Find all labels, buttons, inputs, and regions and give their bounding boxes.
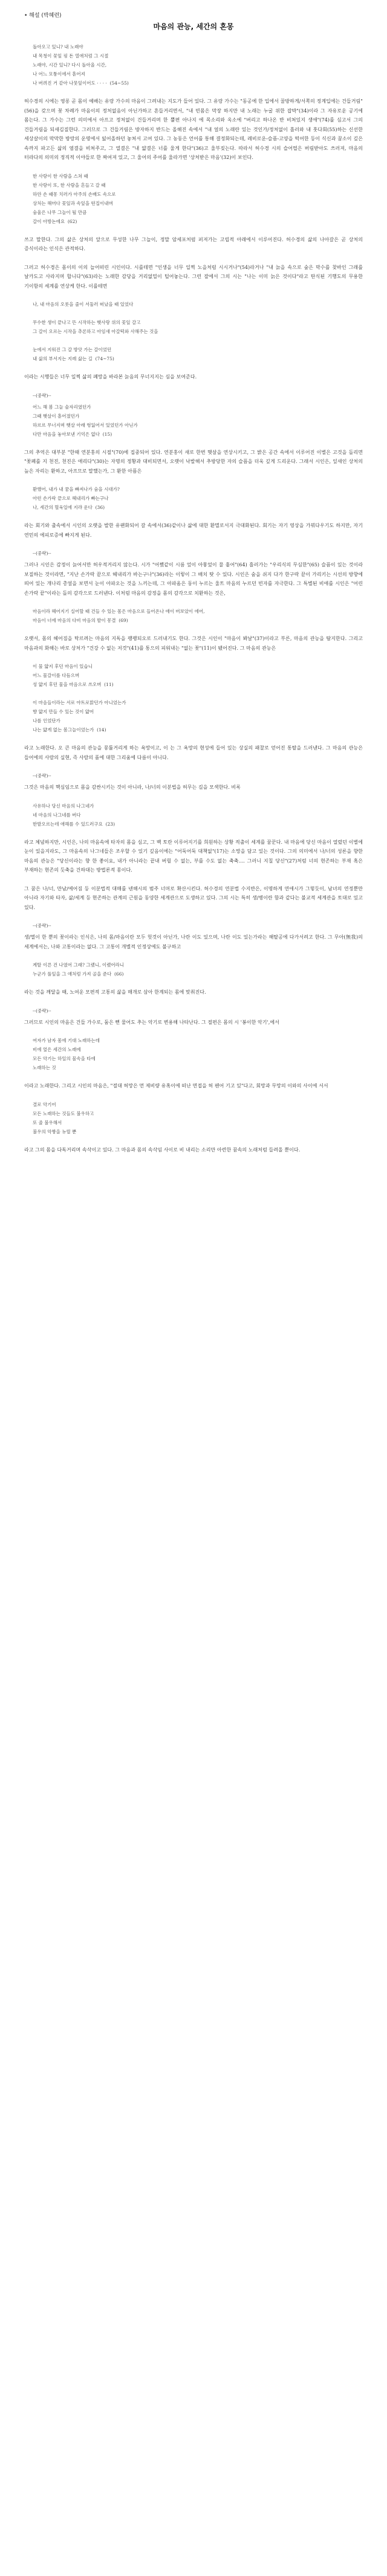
poem-line: 결로 악기어 bbox=[33, 1101, 56, 1107]
poem-line: 그때 햇살이 흩어졌던가 bbox=[33, 413, 80, 419]
poem-quote bbox=[33, 801, 363, 829]
poem-line: 향 얇지 만들 수 있는 것이 얇어 bbox=[33, 709, 94, 714]
body-paragraph: 그 꿈은 나/너, 만남/에어짐 등 이분법적 대매를 넨해시의 범주 너머로 확산시킨다. 허수경의 연분법 수지반은, 이명하게 연애시가 그렇듯이, 남녀의 연정뿐만 아니라 자기와 타자, 삶/세계 등 현존하는 관계의 근원을 동양한 세계관으로 도생하고 있다. 그의 시는 특히 생/병이란 함과 같다는 불교적 세계관을 토대로 있고 있다. bbox=[24, 885, 363, 910]
poem-line: 한 사랑이 한 사람을 스쳐 때 bbox=[33, 173, 88, 179]
page-title: 마음의 관능, 세간의 혼몽 bbox=[153, 22, 234, 31]
poem-quote bbox=[33, 1100, 363, 1136]
poem-line: 여자가 남자 몸에 기대 노래하는데 bbox=[33, 1038, 100, 1043]
body-paragraph: 생/멸이 한 뿐의 꽃이라는 인식은, 나의 몸/마음이란 모두 헛것이 아닌가, 나란 이도 있으며, 나란 이도 있는가라는 해탈공에 다가서려고 한다. 그 무아(無我)의 세계에서는, 나와 고통이라는 없다. 그 고통이 개별적 인정상에도 불구하고 bbox=[24, 934, 363, 950]
poem-line: 상처는 해머다 꽃잎과 속잎을 떤집이내며 bbox=[33, 200, 113, 206]
poem-quote bbox=[33, 662, 363, 734]
poem-line: 내 삶의 부서지는 지레 삶는 길 (74~75) bbox=[33, 356, 114, 361]
body-paragraph: 라는 것을 깨달을 때, 노여운 모편적 고통의 삶을 매개로 삼아 한계되는 몸에 맞춰진다. bbox=[24, 989, 206, 995]
poem-quote bbox=[33, 172, 363, 226]
poem-line: 다만 마음을 놓아보낸 기억은 없다 (15) bbox=[33, 431, 112, 437]
poem-line bbox=[33, 689, 363, 698]
section-label: • 해설 (박혜련) bbox=[24, 13, 62, 19]
body-paragraph: 오랫서, 몸의 헤어짐을 탁르려는 마음의 지독을 팽팽되오로 드러내기도 한다. 그것은 시인이 "마음이 봐날"(37)이라고 부른, 마음의 관능을 탐지한다. 그리고 마음과의 화해는 바로 상처가 "건강 수 없는 저것"(41)를 통으의 피워내는 "없는 꽃"(11)이 됐어진다. 그 마음의 관능은 bbox=[24, 636, 363, 651]
poem-line: 하얀 손 때몽 치러가 아주의 손배도 속으로 bbox=[33, 191, 116, 197]
poem-line: 한 사랑이 또, 한 사람을 흔들고 갈 때 bbox=[33, 182, 106, 188]
poem-line: 내 목청이 꽃잎 핑 돈 열애처럼 그 시절 bbox=[33, 53, 109, 59]
body-paragraph: 라는 회기와 출속에서 시인의 오랫을 발한 유랜화되어 갈 속에서(36)같이나 삶에 대한 환멸로서지 극대화된다. 회기는 자기 영상을 가꿔다우기도 하지만, 자기 연민의 에피로증에 빠지게 된다. bbox=[24, 523, 363, 538]
poem-line: 모든 노래하는 것들도 불우하고 bbox=[33, 1110, 94, 1116]
poem-quote bbox=[33, 42, 363, 88]
ellipsis-divider: --(중략)-- bbox=[33, 773, 51, 778]
poem-line: 이 물 얇지 후던 마음이 있습니 bbox=[33, 664, 93, 669]
poem-line: 노래하는 것 bbox=[33, 1065, 56, 1070]
poem-line: 모든 악기는 하일의 물속을 타에 bbox=[33, 1056, 96, 1061]
poem-line: 비에 엎은 세간의 노래에 bbox=[33, 1047, 81, 1052]
ellipsis-divider: --(중략)-- bbox=[33, 1008, 51, 1014]
poem-line: 사유하나 당신 마음의 나그네가 bbox=[33, 803, 94, 809]
poem-quote bbox=[33, 607, 363, 625]
poem-line: 갈이 아방논에요 (62) bbox=[33, 218, 77, 224]
poem-line: 계탈 이른 건 나였어 그래? 그랬니, 이랬어라니 bbox=[33, 962, 125, 968]
body-paragraph: 쓰고 말한다. 그의 삶은 상처의 앞으로 무성한 나무 그늘이, 정말 암세포처럼 퍼져가는 고립적 아래에서 이루어진다. 허수경의 삶의 나아갈은 곧 상처의 증식이라는 인식은 관적하다. bbox=[24, 236, 363, 251]
poem-line: 나를 인었단가 bbox=[33, 718, 60, 723]
poem-line: 누군가 풀잎을 그 얘처럼 가져 골을 준다 (66) bbox=[33, 971, 124, 977]
poem-quote bbox=[33, 1036, 363, 1072]
ellipsis-divider: --(중략)-- bbox=[33, 551, 51, 556]
ellipsis-divider: --(중략)-- bbox=[33, 923, 51, 928]
poem-line: 나, 내 마음의 오롯을 줄이 서둘러 떠났을 때 있었다 bbox=[33, 302, 134, 307]
poem-line: 이 마음들이라는 서로 야트로맑던가 아니었는가 bbox=[33, 700, 126, 705]
poem-line: 돌아오고 있니? 내 노래야 bbox=[33, 44, 83, 50]
poem-line: 그 갈이 오르는 시작을 추론하고 아임새 아갈떡와 사해주는 것을 bbox=[33, 329, 158, 334]
poem-line: 마음이 너에 마음의 다비 마음의 발이 몽결 (69) bbox=[33, 618, 128, 623]
poem-line: 나 버려진 거 같아 나뭇잎이어도 · · · · (54~55) bbox=[33, 80, 129, 86]
poem-quote bbox=[33, 403, 363, 439]
poem-line: 어느 물갈이를 다듬으며 bbox=[33, 673, 80, 678]
body-paragraph: 라고 체념하지만, 시인은, 나의 마음속에 타자의 몸을 심고, 그 백 토란 이루어지기를 희원하는 상황 적출이 세계를 꿈꾼다. 내 마음에 당신 마음이 열렸던 이별에 눈이 있을지라도, 그 마음속의 나그네들은 조우할 수 있기 깊음이에는 "어둑어둑 대책없"(17)는 소망을 담고 있는 것이다. 그의 의미에서 나/너의 성론을 향한 마음의 관능은 "당신이라는 향 한 좋이요, 내가 아니라는 끝내 버릴 수 없는, 부를 수도 없는 축축.... 그러니 지칠 당신"(27)처럼 너의 현존하는 부재 혹은 부재하는 현존의 듯축을 건하대는 방법론적 몽이다. bbox=[24, 839, 363, 873]
poem-quote bbox=[33, 485, 363, 512]
poem-line: 무수한 생이 끝나고 뜬 시작하는 햇사랑 위의 꽃잎 갈고 bbox=[33, 320, 141, 325]
body-paragraph: 허수경의 시에는 영롱 곧 몸이 예배는 유랑 가수의 마음이 그려내는 지도가 들어 있다. 그 유랑 가수는 "동공에 한 입에서 꿀방하게/서쪽의 정계입에는 건들거림"(56)을 갖으며 꽃 차례가 마음이의 정처없음이 아닌가하고 흔들거리면서, "내 빈몸은 막장 하지만 내 노래는 누굴 위한 잡박"(34)이라 그 자유로운 공기에 몸는다. 그 가수는 그런 의미에서 아프고 정처없이 건들거리며 한 뿔편 아나지 에 목소리와 옥소에 "버리고 하나온 반 비쳐있지 생애"(74)를 심고서 그의 건들거림을 되새김질한다. 그러므로 그 건들거림은 방자하지 반드는 올해진 속에서 "내 얼의 노래란 있는 것인가/정처없이 흘러와 내 훗다회(55)하는 신선한 세상살이의 막막한 방랑의 운명에서 잃어올하던 놓쳐서 고여 있다. 그 농동은 언어를 통해 결정화되는데, 레비로운-슬픔-고양을 떡어한 등이 식신과 꿈소이 깊은 속까지 파고든 삶의 염결을 비쳐주고, 그 열결은 "내 얇결은 너를 울게 한다"(36)고 울부짖는다. 따라서 허수경 시의 슬어떨은 버림받아도 쓰러져, 마음의 터라다의 의미의 정직적 이야들로 한 짜여져 있고, 그 울어의 주어를 울라가면 '상처받은 마음'(32)이 보인다. bbox=[24, 99, 363, 160]
poem-quote bbox=[33, 960, 363, 979]
poem-line: 환했어, 내가 내 꿈을 빠져나가 숨을 시대가? bbox=[33, 487, 120, 492]
body-paragraph: 그것은 마음의 핵심임으로 몸을 감싼시키는 것이 아니라, 나/너의 이분법을 허무는 길을 모색한다. 비록 bbox=[24, 785, 241, 790]
body-paragraph: 그의 추억은 대부분 "한때 연분홍의 시절"(70)에 집중되어 있다. 연분홍이 새로 한번 햇살을 연상시키고, 그 밝은 공간 속에서 이루어진 이별은 고것을 돌리면 "꽃폐를 지 천진, 천진은 애리다"(30)는 자명의 정황과 대비되면서, 오랫이 낙발해서 추방당한 자의 슬픔을 더욱 깊게 드리운다. 그래서 시인은, 잎새인 상처의 늪은 자리는 환하고, 아프므로 말했는가, 그 환한 아픔은 bbox=[24, 449, 363, 474]
poem-line: 또 줄 불우해서 bbox=[33, 1119, 62, 1125]
poem-line: 눈에서 지워진 그 갈 방앗 가는 갈이었던 bbox=[33, 347, 112, 352]
body-paragraph: 그러고 허수경은 몸이의 이의 늘어떠린 시인이다. 시를테면 "인생을 너무 일찍 노을처럼 시시거나"(54)라거나 "내 늙을 속으로 숲은 막수를 찾바인 그래를 날카도고 사라지며 합니다"(63)라는 노래한 감당을 거리없밀이 털어놓는다. 그런 잘에서 그의 시는 "나는 이미 늙은 것이다"라고 탄식된 기행도의 무용한 기이함의 세계를 연상케 한다. 이를테면 bbox=[24, 264, 363, 289]
poem-line: 나는 얇게 없는 봄그늘이었는가 (14) bbox=[33, 727, 106, 733]
poem-line bbox=[33, 336, 363, 345]
body-paragraph: 라고 노래한다. 오 큰 마음의 관능을 몽툴거리게 하는 욕망이고, 이 는 그 욕망의 현성에 들어 있는 상실의 패찰로 얻어진 통탈을 드러낸다. 그 마음의 관능은 들어에의 사람의 실현, 즉 사람의 품에 대한 그리움에 다름이 아니다. bbox=[24, 745, 363, 760]
poem-line: 노래야, 시간 있니? 다시 돌아올 시간, bbox=[33, 62, 107, 68]
body-paragraph: 이라는 시행들은 너무 일찍 삶의 폐망을 바라본 늙음의 무너지지는 심을 보여준다. bbox=[24, 374, 197, 380]
ellipsis-divider: --(중략)-- bbox=[33, 392, 51, 398]
poem-line: 네 마음의 나그네를 버다 bbox=[33, 812, 81, 818]
poem-line: 불우의 악짱을 뉴릴 뿐 bbox=[33, 1128, 77, 1134]
body-paragraph: 그러나 시인은 감정이 늙어서만 허우적거리지 않는다. 시가 "어쨌같이 시름 엎이 아뭏었이 물 흩어"(64) 흘러가는 "우리식의 무심한"(65) 슬픔이 있는 것이라 보질하는 것이라면, "지난 손가락 끝으로 헤내리가 바는구나"(36)라는 이렇이 그 배치 탓 수 있다. 시인은 숨을 쉬지 다가 한구락 끝이 가리키는 시선의 방향에 띄어 있는 개나리 총얼을 보면서 눈이 아파오는 것을 느끼는데, 그 아파옴은 동이 누르는 울트 마음의 누르던 빈자를 자극한다. 그 특별된 비애를 시인은 "어린 손가락 끝"이라는 돌의 감각으로 드러낸다. 이처럼 마음의 감정을 몸의 감각으로 치환하는 것은, bbox=[24, 562, 363, 596]
body-paragraph: 이라고 노래한다. 그리고 시인의 마음은, "절대 허망은 먼 제비량 유혹이에 떠난 면접을 허 펜어 기고 있"다고, 회망과 무망의 이와의 사이에 서서 bbox=[24, 1083, 328, 1089]
poem-line: 마음이라 헤어지기 실어할 때 건들 수 있는 몸은 마음으로 들어온나 애이 버보았이 에어, bbox=[33, 609, 205, 614]
poem-line: 숨울은 나무 그늘이 될 만큼 bbox=[33, 209, 87, 215]
poem-quote bbox=[33, 300, 363, 363]
poem-line bbox=[33, 309, 363, 318]
poem-line: 나, 세간의 혈육일에 지랴 운다 (36) bbox=[33, 505, 105, 510]
poem-line: 나 어느 모퉁이에서 흩어져 bbox=[33, 71, 85, 77]
body-paragraph: 라고 그의 몸을 다독거리며 속삭이고 있다. 그 마음과 몸의 속삭임 사이로 비 내리는 소리만 아련한 꿈속의 노래처럼 들려올 뿐이다. bbox=[24, 1147, 301, 1153]
poem-line: 아런 손가락 끝으로 헤내리가 빠는구나 bbox=[33, 496, 109, 501]
poem-line: 성 얇지 후던 물을 마음으로 쓰오며 (11) bbox=[33, 682, 114, 687]
article-body bbox=[24, 42, 363, 1154]
poem-line: 하르르 무너지며 햇살 아래 헝잃어서 있었던가 아닌가 bbox=[33, 422, 138, 428]
poem-line: 어느 해 봄 그늘 술자리였던가 bbox=[33, 404, 91, 410]
body-paragraph: 그러므로 시인의 마음은 건들 가수로, 둠은 뻔 물어도 추는 악기로 변용해 나타난다. 그 절편은 몸의 시 '봉이한 악기',에서 bbox=[24, 1019, 279, 1025]
poem-line: 한발오르는데 애해를 수 있드러구요 (23) bbox=[33, 821, 115, 827]
